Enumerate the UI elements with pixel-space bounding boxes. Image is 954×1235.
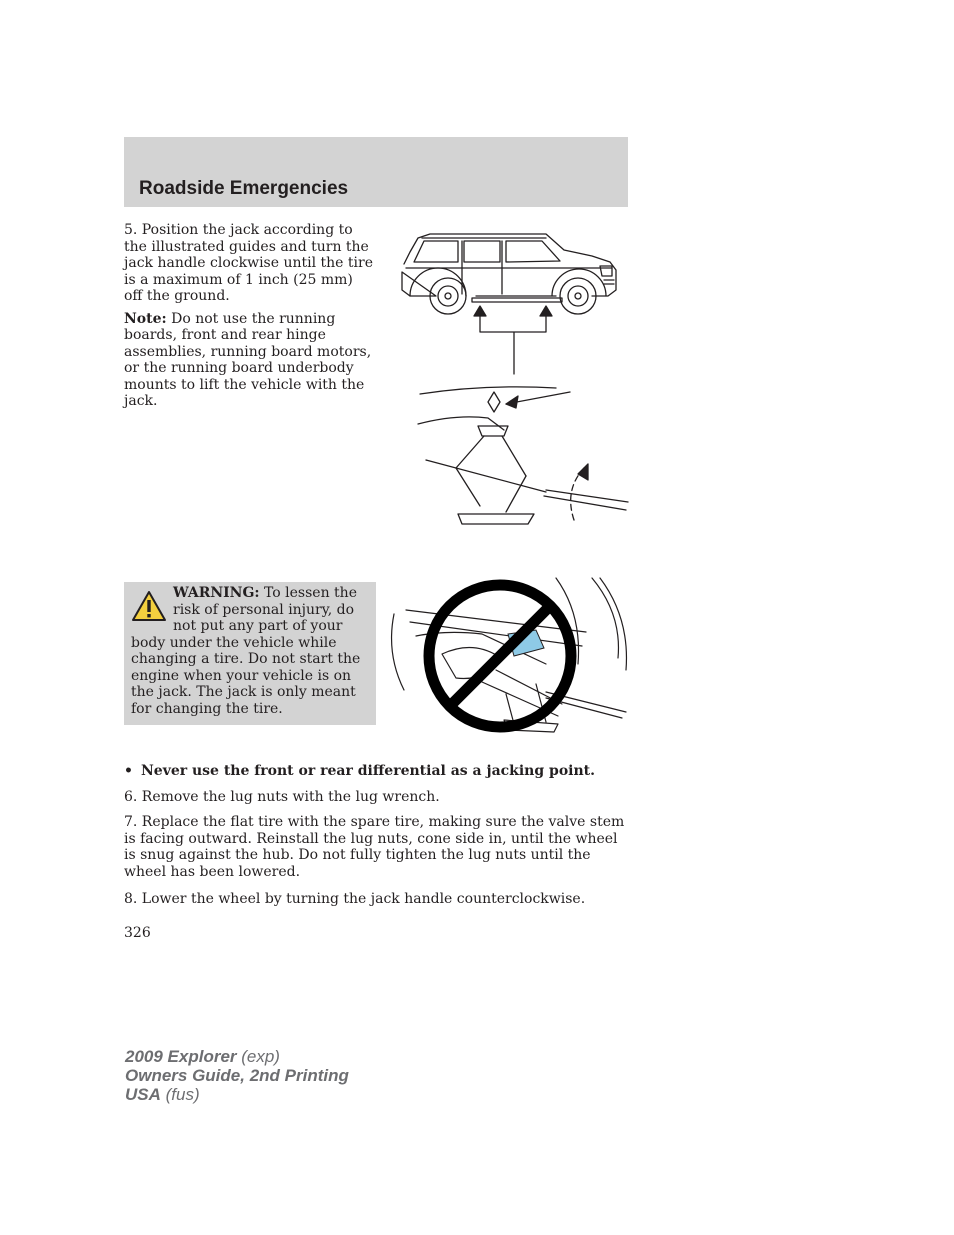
footer — [125, 1047, 349, 1104]
footer-line-3 — [125, 1085, 349, 1104]
jack-upper-arms — [456, 436, 526, 476]
footer-market-code: (fus) — [160, 1085, 200, 1104]
jack-base — [458, 514, 534, 524]
grille — [604, 280, 614, 284]
direction-arrow-head — [506, 396, 518, 408]
jacking-arrow-head-front — [540, 306, 552, 316]
front-wheel — [560, 278, 596, 314]
vehicle-window-2 — [464, 241, 500, 262]
step5-text: 5. Position the jack according to the illustrated guides and turn the jack handle clockwise until the tire is a maximum of 1 inch (25 mm) off the ground. — [124, 222, 373, 304]
step6 — [124, 789, 628, 806]
footer-market: USA — [125, 1085, 161, 1104]
vehicle-body — [402, 234, 616, 296]
bullet-text: Never use the front or rear differential as a jacking point. — [141, 763, 595, 779]
underbody-contour — [418, 417, 504, 430]
bullet-item — [124, 763, 628, 780]
underbody-sill — [420, 387, 556, 394]
jack-saddle — [478, 426, 508, 436]
note-text: Do not use the running boards, front and rear hinge assemblies, running board motors, or the running board underbody mounts to lift the vehicle with the jack. — [124, 310, 372, 409]
running-board — [472, 298, 562, 302]
jack-lower-arms — [456, 468, 526, 512]
footer-model: 2009 Explorer — [125, 1047, 237, 1066]
vehicle-window-1 — [414, 241, 458, 262]
warning-box — [124, 582, 376, 725]
warning-text: To lessen the risk of personal injury, do not put any part of your body under the vehicle while changing a tire. Do not start the engine when your vehicle is on the jack. The jack is only meant for changing the tire. — [131, 585, 361, 717]
rotation-arrow-head — [578, 464, 588, 480]
page-number: 326 — [124, 925, 151, 941]
footer-line-2: Owners Guide, 2nd Printing — [125, 1066, 349, 1085]
left-brake-arc — [392, 614, 404, 690]
note-label: Note: — [124, 310, 167, 327]
step7 — [124, 814, 628, 880]
tire-contour — [592, 578, 626, 670]
jack-position-illustration — [396, 228, 630, 533]
warning-triangle-icon — [131, 589, 167, 623]
section-title: Roadside Emergencies — [139, 178, 349, 199]
step6-text: 6. Remove the lug nuts with the lug wrench. — [124, 789, 440, 805]
section-header-band — [124, 137, 628, 207]
bullet-symbol: • — [124, 763, 133, 779]
jacking-arrow-head-rear — [474, 306, 486, 316]
jack-body — [482, 670, 562, 724]
step7-text: 7. Replace the flat tire with the spare tire, making sure the valve stem is facing outward. Reinstall the lug nuts, cone side in, until the wheel is snug against the hub. Do not fully tighten the lug nuts until the wheel has been lowered. — [124, 814, 625, 880]
warning-label: WARNING: — [173, 585, 260, 601]
step8 — [124, 891, 628, 908]
step8-text: 8. Lower the wheel by turning the jack handle counterclockwise. — [124, 891, 586, 907]
jack-screw — [426, 460, 546, 492]
note-paragraph — [124, 311, 374, 410]
jacking-point-diamond — [488, 392, 500, 412]
step5-column — [124, 222, 374, 416]
jacking-point-guide — [480, 310, 546, 374]
footer-model-code: (exp) — [236, 1047, 280, 1066]
jack-handle — [544, 490, 628, 510]
prohibition-illustration — [386, 574, 630, 736]
footer-line-1 — [125, 1047, 349, 1066]
vehicle-window-3 — [506, 241, 560, 262]
prohibition-circle-icon — [429, 585, 571, 727]
